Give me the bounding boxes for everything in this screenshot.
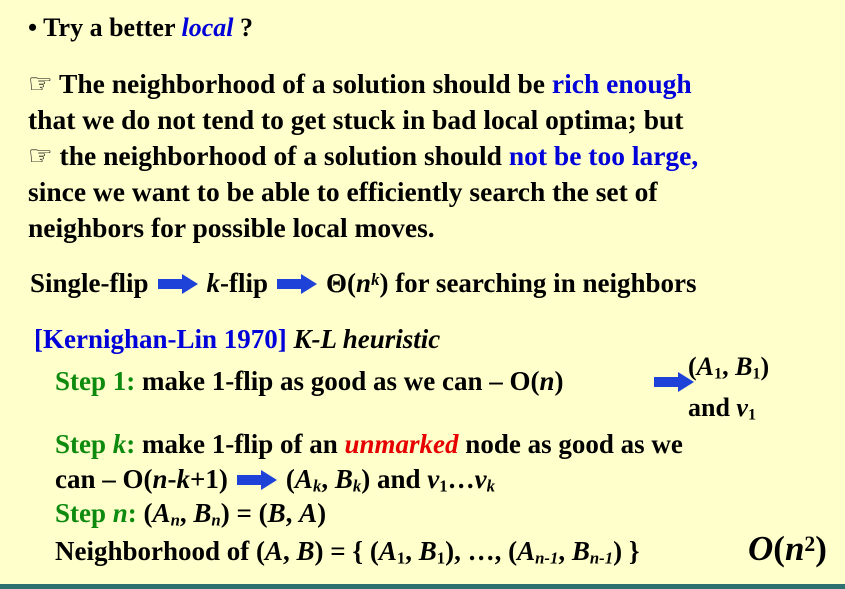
neighborhood-definition-line: Neighborhood of (A, B) = { ($A_1$, $B_1$), …, (An-1, Bn-1) } — [55, 536, 640, 568]
paragraph-line-2: that we do not tend to get stuck in bad local optima; but — [28, 104, 684, 135]
step-k-line-2: can – O(n-k+1) (Ak, Bk) and $v_1\dots vk$ — [55, 464, 495, 496]
kernighan-lin-heading: [Kernighan-Lin 1970] K-L heuristic — [34, 324, 441, 354]
step-k-line-1: Step k: make 1-flip of an unmarked node as good as we — [55, 429, 683, 459]
paragraph-line-3: ☞ the neighborhood of a solution should not be too large, — [28, 140, 699, 172]
paragraph-line-1: ☞ The neighborhood of a solution should be rich enough — [28, 68, 692, 100]
step-1-line: Step 1: make 1-flip as good as we can – O(n) — [55, 366, 564, 396]
neighborhood-paragraph — [28, 66, 833, 246]
slide-title-line: • Try a better local ? — [28, 13, 254, 42]
paragraph-line-5: neighbors for possible local moves. — [28, 212, 435, 243]
step-1-result-line-1: ($A_1$, $B_1$) — [688, 352, 770, 383]
right-arrow-icon — [237, 470, 277, 490]
step-n-line: Step n: (An, Bn) = (B, A) — [55, 498, 327, 530]
right-arrow-icon — [158, 274, 198, 294]
big-o-n-squared: $O(n^2)$ — [748, 529, 827, 568]
paragraph-line-4: since we want to be able to efficiently search the set of — [28, 176, 658, 207]
step-1-result — [688, 350, 769, 431]
bottom-border-bar — [0, 584, 845, 589]
step-1-result-line-2: and $v_1$ — [688, 392, 757, 424]
right-arrow-icon — [277, 274, 317, 294]
flip-complexity-line: Single-flip k-flip $\Theta(n^k)$ for searching in neighbors — [30, 268, 697, 298]
